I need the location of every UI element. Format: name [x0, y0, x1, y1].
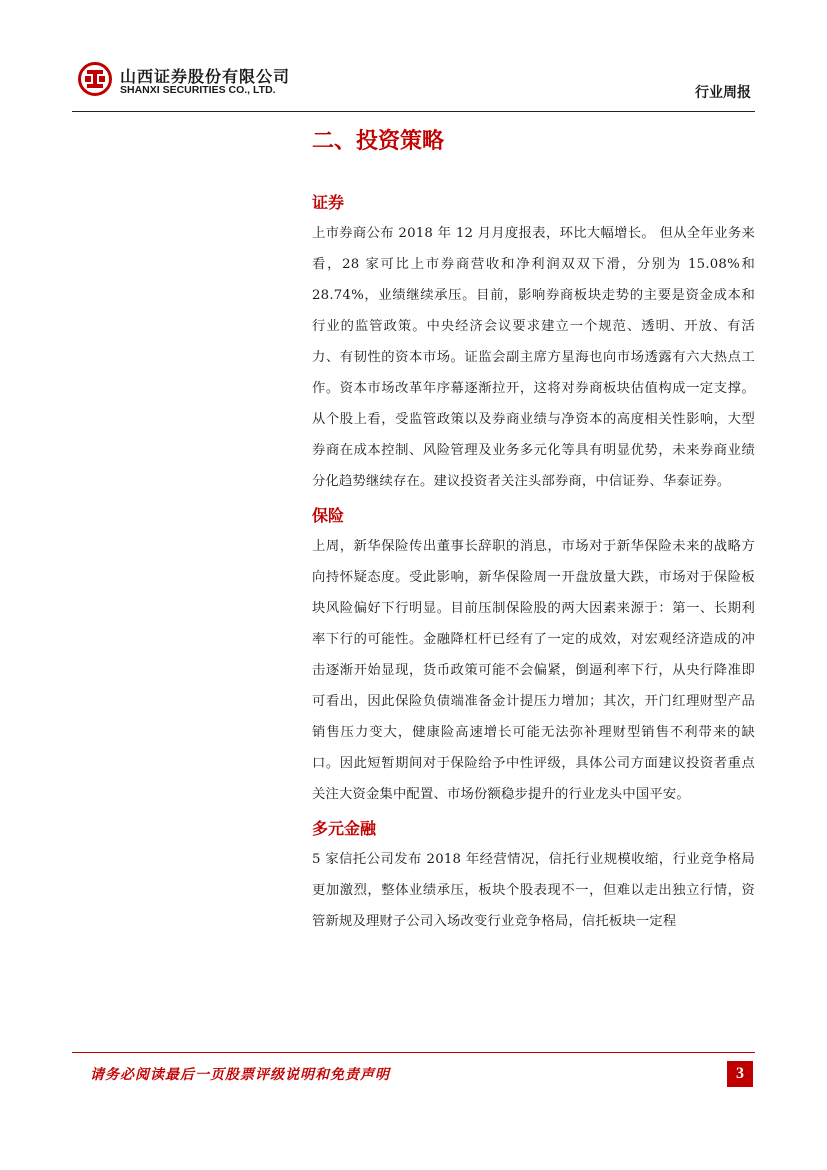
company-name-en: SHANXI SECURITIES CO., LTD.	[120, 84, 276, 96]
disclaimer-link[interactable]: 请务必阅读最后一页股票评级说明和免责声明	[90, 1067, 390, 1083]
paragraph-insurance: 上周，新华保险传出董事长辞职的消息，市场对于新华保险未来的战略方向持怀疑态度。受此影响，新华保险周一开盘放量大跌，市场对于保险板块风险偏好下行明显。目前压制保险股的两大因素来源于：第一、长期利率下行的可能性。金融降杠杆已经有了一定的成效，对宏观经济造成的冲击逐渐开始显现，货币政策可能不会偏紧，倒逼利率下行，从央行降准即可看出，因此保险负债端准备金计提压力增加；其次，开门红理财型产品销售压力变大，健康险高速增长可能无法弥补理财型销售不利带来的缺口。因此短暂期间对于保险给予中性评级，具体公司方面建议投资者重点关注大资金集中配置、市场份额稳步提升的行业龙头中国平安。	[312, 539, 755, 802]
footer-divider	[72, 1052, 755, 1053]
subsection-title-diversified-finance: 多元金融	[312, 819, 377, 838]
paragraph-diversified-finance: 5 家信托公司发布 2018 年经营情况，信托行业规模收缩，行业竞争格局更加激烈，整体业绩承压，板块个股表现不一，但难以走出独立行情，资管新规及理财子公司入场改变行业竞争格局，信托板块一定程	[312, 852, 755, 929]
header-divider	[72, 111, 755, 112]
company-name-cn: 山西证券股份有限公司	[120, 67, 291, 86]
page-header	[0, 0, 827, 118]
page-number: 3	[727, 1061, 753, 1087]
report-type-label: 行业周报	[695, 85, 751, 101]
section-title: 二、投资策略	[312, 129, 445, 154]
spacer	[312, 160, 755, 188]
paragraph-securities: 上市券商公布 2018 年 12 月月度报表，环比大幅增长。 但从全年业务来看，28 家可比上市券商营收和净利润双双下滑，分别为 15.08%和 28.74%，业绩继续承压。目前，影响券商板块走势的主要是资金成本和行业的监管政策。中央经济会议要求建立一个规范、透明、开放、有活力、有韧性的资本市场。证监会副主席方星海也向市场透露有六大热点工作。资本市场改革年序幕逐渐拉开，这将对券商板块估值构成一定支撑。从个股上看，受监管政策以及券商业绩与净资本的高度相关性影响，大型券商在成本控制、风险管理及业务多元化等具有明显优势，未来券商业绩分化趋势继续存在。建议投资者关注头部券商，中信证券、华泰证券。	[312, 226, 755, 489]
company-logo-icon	[78, 62, 112, 96]
subsection-title-insurance: 保险	[312, 506, 345, 525]
subsection-title-securities: 证券	[312, 193, 345, 212]
main-content	[312, 124, 755, 937]
